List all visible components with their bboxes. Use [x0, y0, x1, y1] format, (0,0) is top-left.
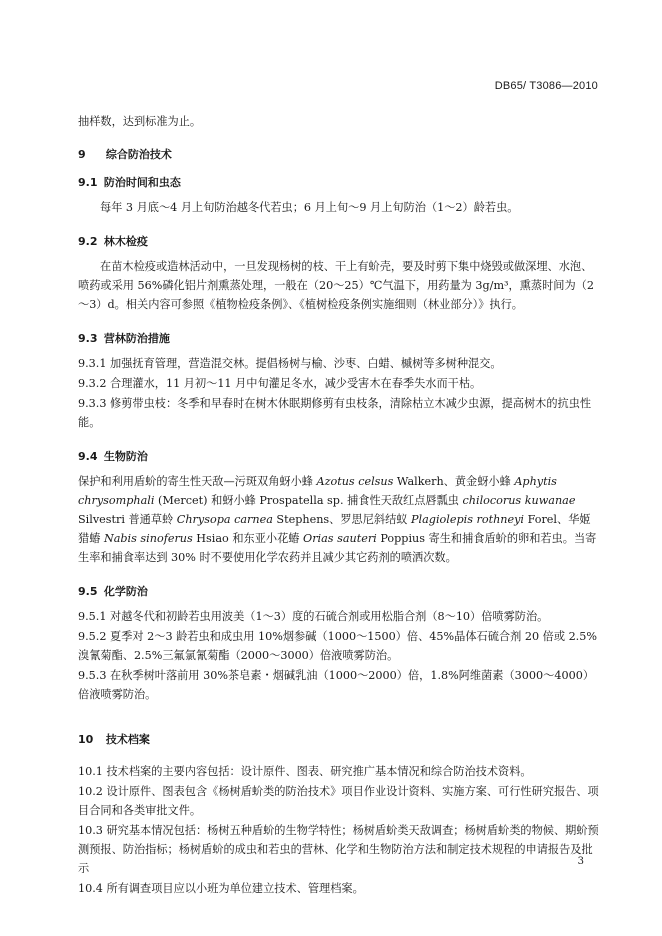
section-9-5-heading	[78, 582, 600, 601]
section-title: 化学防治	[103, 585, 148, 598]
section-number: 9.3	[78, 332, 98, 345]
clause-9-3-2: 9.3.2 合理灌水，11 月初～11 月中旬灌足冬水，减少受害木在春季失水而干枯。	[78, 377, 482, 390]
species-name: Chrysopa carnea	[176, 513, 273, 526]
section-title: 营林防治措施	[103, 332, 170, 345]
clause-9-5-2: 9.5.2 夏季对 2～3 龄若虫和成虫用 10%烟参碱（1000～1500）倍、45%晶体石硫合剂 20 倍或 2.5%溴氰菊酯、2.5%三氟氯氰菊酯（2000～3000）倍液喷雾防治。	[78, 630, 597, 662]
standard-code: DB65/ T3086—2010	[494, 80, 598, 92]
section-title: 生物防治	[103, 450, 148, 463]
text-run: Stephens、罗思尼斜结蚁	[272, 513, 412, 526]
text-run: Hsiao 和东亚小花蝽	[192, 532, 304, 545]
clause-10-4: 10.4 所有调查项目应以小班为单位建立技术、管理档案。	[78, 882, 364, 895]
section-9-3-heading	[78, 329, 600, 348]
section-9-heading	[78, 145, 600, 164]
text-run: Silvestri 普通草蛉	[78, 513, 177, 526]
section-number: 9.4	[78, 450, 98, 463]
section-title: 综合防治技术	[105, 148, 172, 161]
section-title: 技术档案	[105, 733, 150, 746]
species-name: Aphytis chrysomphali	[78, 475, 557, 507]
continuation-text: 抽样数，达到标准为止。	[78, 115, 202, 128]
clause-9-3-3: 9.3.3 修剪带虫枝：冬季和早春时在树木休眠期修剪有虫枝条，清除枯立木减少虫源，提高树木的抗虫性能。	[78, 397, 592, 429]
species-name: Nabis sinoferus	[103, 532, 193, 545]
text-run: Poppius 寄生和捕食盾蚧的卵和若虫。当寄生率和捕食率达到 30% 时不要使用化学农药并且减少其它药剂的喷洒次数。	[78, 532, 597, 564]
text-run: (Mercet) 和蚜小蜂 Prospatella sp. 捕食性天敌红点唇瓢虫	[154, 494, 463, 507]
section-number: 9	[78, 148, 86, 161]
species-name: Plagiolepis rothneyi	[411, 513, 525, 526]
section-title: 林木检疫	[103, 235, 148, 248]
clause-9-5-3: 9.5.3 在秋季树叶落前用 30%茶皂素・烟碱乳油（1000～2000）倍，1.8%阿维菌素（3000～4000）倍液喷雾防治。	[78, 669, 595, 701]
clause-10-1: 10.1 技术档案的主要内容包括：设计原件、图表、研究推广基本情况和综合防治技术资料。	[78, 765, 532, 778]
clause-10-3: 10.3 研究基本情况包括：杨树五种盾蚧的生物学特性；杨树盾蚧类天敌调查；杨树盾蚧类的物候、期蚧预测预报、防治指标；杨树盾蚧的成虫和若虫的营林、化学和生物防治方法和制定技术规程的申请报告及批示	[78, 824, 599, 875]
page-content	[78, 112, 600, 898]
section-9-1-text: 每年 3 月底～4 月上旬防治越冬代若虫；6 月上旬～9 月上旬防治（1～2）龄若虫。	[100, 201, 519, 214]
section-number: 9.5	[78, 585, 98, 598]
section-9-1-heading	[78, 173, 600, 192]
text-run: 保护和利用盾蚧的寄生性天敌—污斑双角蚜小蜂	[78, 475, 317, 488]
page-number: 3	[577, 856, 584, 867]
text-run: Walkerh、黄金蚜小蜂	[393, 475, 515, 488]
section-9-2-heading	[78, 232, 600, 251]
species-name: chilocorus kuwanae	[462, 494, 576, 507]
section-9-4-heading	[78, 447, 600, 466]
section-number: 9.1	[78, 176, 98, 189]
section-number: 10	[78, 733, 94, 746]
section-9-4-text	[78, 472, 600, 567]
section-title: 防治时间和虫态	[103, 176, 181, 189]
section-10-heading	[78, 730, 600, 749]
section-9-2-text: 在苗木检疫或造林活动中，一旦发现杨树的枝、干上有蚧壳，要及时剪下集中烧毁或做深埋、水泡、喷药或采用 56%磷化铝片剂熏蒸处理，一般在（20～25）℃气温下，用药量为 3g/m³，熏蒸时间为（2～3）d。相关内容可参照《植物检疫条例》、《植树检疫条例实施细则（林业部分）》执行。	[78, 260, 594, 311]
clause-9-3-1: 9.3.1 加强抚育管理，营造混交林。提倡杨树与榆、沙枣、白蜡、槭树等多树种混交。	[78, 357, 502, 370]
species-name: Azotus celsus	[316, 475, 394, 488]
text-run: Forel、华姬猎蝽	[78, 513, 591, 545]
section-number: 9.2	[78, 235, 98, 248]
clause-9-5-1: 9.5.1 对越冬代和初龄若虫用波美（1～3）度的石硫合剂或用松脂合剂（8～10）倍喷雾防治。	[78, 610, 549, 623]
species-name: Orias sauteri	[303, 532, 377, 545]
clause-10-2: 10.2 设计原件、图表包含《杨树盾蚧类的防治技术》项目作业设计资料、实施方案、可行性研究报告、项目合同和各类审批文件。	[78, 785, 599, 817]
